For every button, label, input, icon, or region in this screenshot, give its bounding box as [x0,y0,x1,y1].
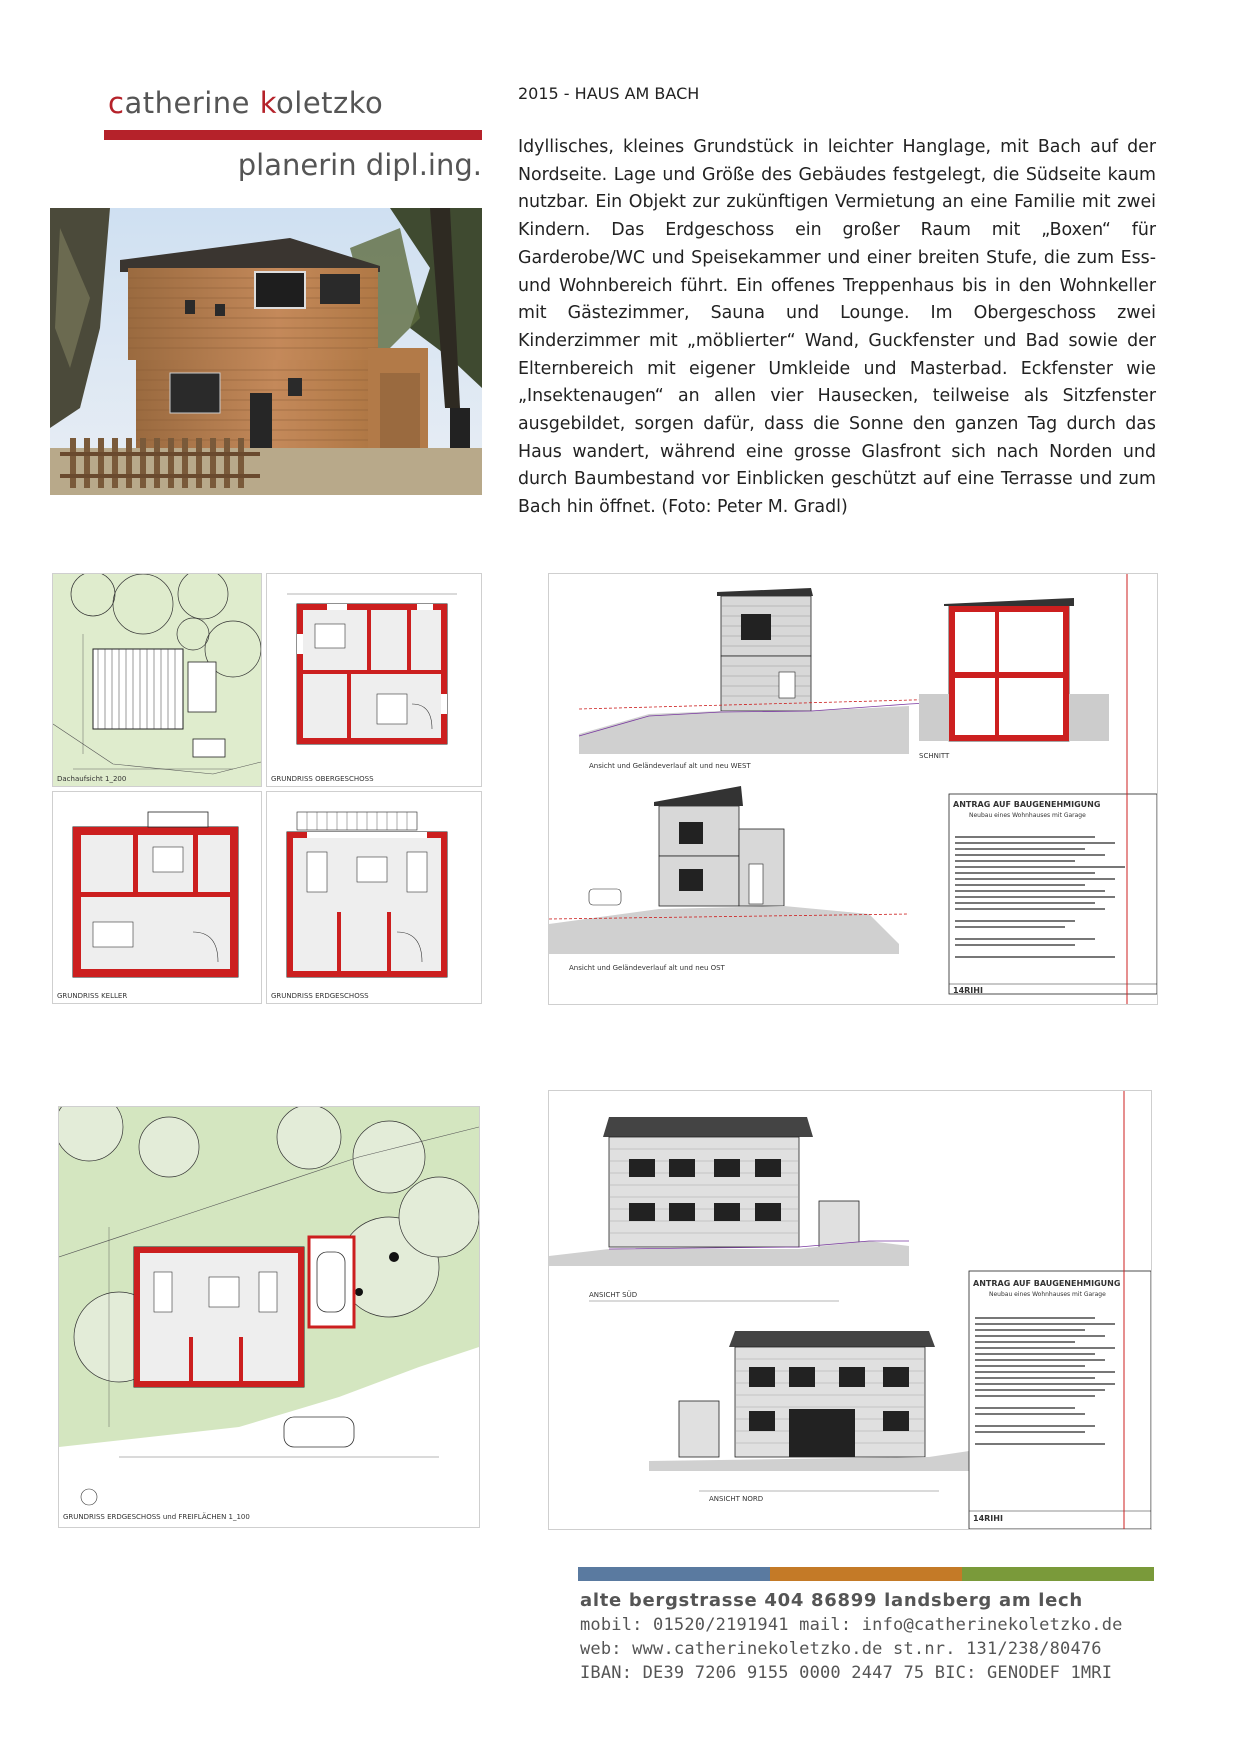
footer-contact: mobil: 01520/2191941 mail: info@catherinekoletzko.de [580,1615,1123,1635]
footer-color-bar [578,1567,1154,1581]
brand-bar [104,130,482,140]
permit-stamp-1: 14RIHI [953,986,983,995]
caption-north: ANSICHT NORD [709,1495,764,1503]
permit-sub-2: Neubau eines Wohnhauses mit Garage [989,1291,1106,1298]
brand-name [108,86,383,120]
footer-bar-orange [770,1567,962,1581]
brand-initial-c: c [108,86,125,120]
footer-bank: IBAN: DE39 7206 9155 0000 2447 75 BIC: GENODEF 1MRI [580,1663,1113,1683]
caption-cellar: GRUNDRISS KELLER [57,992,128,1000]
plan-site [58,1106,480,1528]
permit-title-1: ANTRAG AUF BAUGENEHMIGUNG [953,800,1101,809]
brand-subtitle: planerin dipl.ing. [237,148,482,182]
permit-title-2: ANTRAG AUF BAUGENEHMIGUNG [973,1279,1121,1288]
caption-east: Ansicht und Geländeverlauf alt und neu OST [569,964,725,972]
caption-site: GRUNDRISS ERDGESCHOSS und FREIFLÄCHEN 1_100 [63,1513,250,1521]
permit-stamp-2: 14RIHI [973,1514,1003,1523]
plan-elevations-south-north [548,1090,1152,1530]
project-description: Idyllisches, kleines Grundstück in leichter Hanglage, mit Bach auf der Nordseite. Lage und Größe des Gebäudes festgelegt, die Südseite kaum nutzbar. Ein Objekt zur zukünftigen Vermietung an eine Familie mit zwei Kindern. Das Erdgeschoss ein großer Raum mit „Boxen“ für Garderobe/WC und Speisekammer und einer breiten Stufe, die zum Ess- und Wohnbereich führt. Ein offenes Treppenhaus bis in den Wohnkeller mit Gästezimmer, Sauna und Lounge. Im Obergeschoss zwei Kinderzimmer mit „möblierter“ Wand, Guckfenster und Bad sowie der Elternbereich mit eigener Umkleide und Masterbad. Eckfenster wie „Insektenaugen“ an allen vier Hausecken, teilweise als Sitzfenster ausgebildet, sorgen dafür, dass die Sonne den ganzen Tag durch das Haus wandert, während eine grosse Glasfront sich nach Norden und durch Baumbestand vor Einblicken geschützt auf eine Terrasse und zum Bach hin öffnet. (Foto: Peter M. Gradl) [518,137,1156,518]
project-title: 2015 - HAUS AM BACH [518,84,700,103]
plan-elevations-section [548,573,1158,1005]
caption-roof: Dachaufsicht 1_200 [57,775,127,783]
plan-upper-floor [266,573,482,787]
brand-name-first: atherine [124,86,260,120]
brand-initial-k: k [259,86,277,120]
brand-name-last: oletzko [276,86,384,120]
plan-cellar [52,791,262,1004]
caption-south: ANSICHT SÜD [589,1291,638,1299]
plan-ground-floor [266,791,482,1004]
footer-web: web: www.catherinekoletzko.de st.nr. 131/238/80476 [580,1639,1102,1659]
caption-section: SCHNITT [919,752,950,760]
caption-west: Ansicht und Geländeverlauf alt und neu WEST [589,762,751,770]
permit-sub-1: Neubau eines Wohnhauses mit Garage [969,812,1086,819]
footer-bar-blue [578,1567,770,1581]
plan-roof-view [52,573,262,787]
house-photo [50,208,482,495]
caption-ground: GRUNDRISS ERDGESCHOSS [271,992,369,1000]
caption-upper: GRUNDRISS OBERGESCHOSS [271,775,374,783]
footer-address: alte bergstrasse 404 86899 landsberg am lech [580,1590,1083,1611]
footer-bar-green [962,1567,1154,1581]
